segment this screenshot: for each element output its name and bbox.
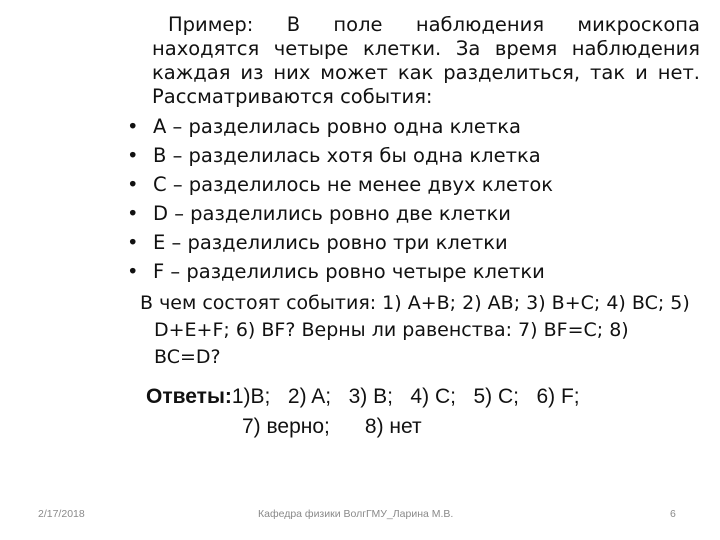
list-item [127, 144, 541, 168]
list-item [127, 173, 553, 197]
event-d-text: D – разделились ровно две клетки [153, 202, 511, 225]
answers-line-1: 1)B; 2) A; 3) B; 4) C; 5) C; 6) F; [231, 385, 580, 408]
bullet-icon: • [127, 144, 139, 167]
question-text [140, 290, 696, 371]
list-item [127, 260, 545, 284]
bullet-icon: • [127, 173, 139, 196]
footer-date: 2/17/2018 [38, 508, 85, 520]
answers-block [146, 382, 706, 442]
event-c-text: C – разделилось не менее двух клеток [153, 173, 554, 196]
footer-author: Кафедра физики ВолгГМУ_Ларина М.В. [258, 508, 454, 520]
footer-page-number: 6 [670, 508, 676, 520]
bullet-icon: • [127, 115, 139, 138]
question-line-1: В чем состоят события: 1) A+B; 2) AB; 3) B+C; 4) BC; 5) [140, 292, 690, 314]
example-intro-text: Пример: В поле наблюдения микроскопа находятся четыре клетки. За время наблюдения каждая из них может как разделиться, так и нет. Рассматриваются события: [152, 13, 700, 108]
list-item [127, 231, 508, 255]
event-f-text: F – разделились ровно четыре клетки [153, 260, 545, 283]
answers-line-2: 7) верно; 8) нет [242, 415, 422, 438]
list-item [127, 202, 511, 226]
bullet-icon: • [127, 202, 139, 225]
bullet-icon: • [127, 231, 139, 254]
question-line-2: D+E+F; 6) BF? Верны ли равенства: 7) BF=C; 8) BC=D? [154, 319, 629, 368]
answers-label: Ответы: [146, 385, 232, 408]
event-a-text: A – разделилась ровно одна клетка [153, 115, 521, 138]
list-item [127, 115, 521, 139]
event-b-text: B – разделилась хотя бы одна клетка [153, 144, 541, 167]
bullet-icon: • [127, 260, 139, 283]
event-e-text: E – разделились ровно три клетки [153, 231, 508, 254]
